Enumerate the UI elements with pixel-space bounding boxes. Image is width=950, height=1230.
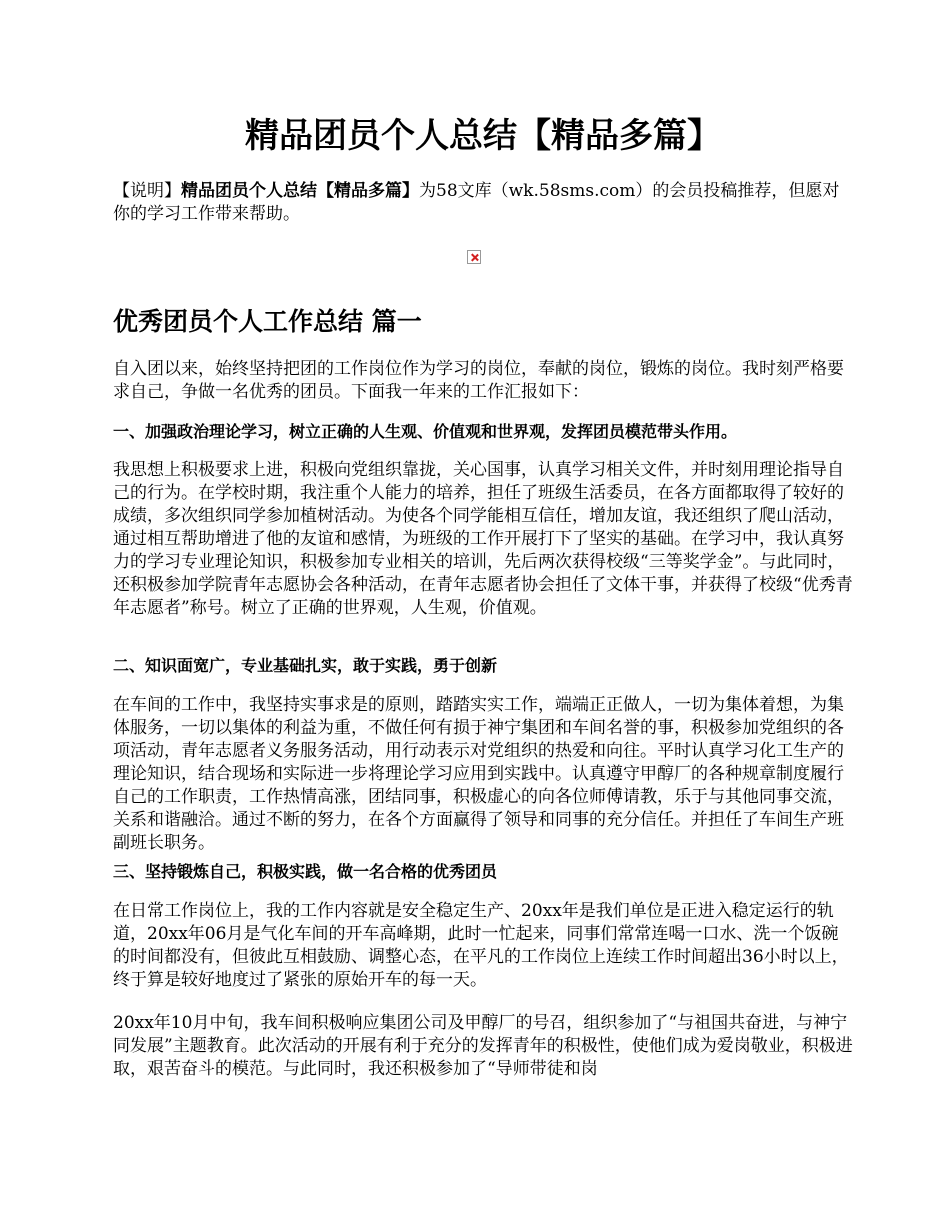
intro-prefix: 【说明】 [113,181,181,201]
paragraph-2: 我思想上积极要求上进，积极向党组织靠拢，关心国事，认真学习相关文件，并时刻用理论指导自己的行为。在学校时期，我注重个人能力的培养，担任了班级生活委员，在各方面都取得了较好的成绩，多次组织同学参加植树活动。为使各个同学能相互信任，增加友谊，我还组织了爬山活动，通过相互帮助增进了他的友谊和感情，为班级的工作开展打下了坚实的基础。在学习中，我认真努力的学习专业理论知识，积极参加专业相关的培训，先后两次获得校级“三等奖学金”。与此同时，还积极参加学院青年志愿协会各种活动，在青年志愿者协会担任了文体干事，并获得了校级“优秀青年志愿者”称号。树立了正确的世界观，人生观，价值观。 [113,460,853,618]
paragraph-5: 20xx年10月中旬，我车间积极响应集团公司及甲醇厂的号召，组织参加了“与祖国共奋进，与神宁同发展”主题教育。此次活动的开展有利于充分的发挥青年的积极性，使他们成为爱岗敬业，积极进取，艰苦奋斗的模范。与此同时，我还积极参加了“导师带徒和岗 [113,1013,853,1079]
paragraph-1: 自入团以来，始终坚持把团的工作岗位作为学习的岗位，奉献的岗位，锻炼的岗位。我时刻严格要求自己，争做一名优秀的团员。下面我一年来的工作汇报如下： [113,359,844,402]
broken-image-icon [467,250,481,264]
heading-one: 一、加强政治理论学习，树立正确的人生观、价值观和世界观，发挥团员模范带头作用。 [113,422,738,441]
intro-paragraph [113,180,853,226]
intro-bold: 精品团员个人总结【精品多篇】 [181,181,419,201]
paragraph-3: 在车间的工作中，我坚持实事求是的原则，踏踏实实工作，端端正正做人，一切为集体着想，为集体服务，一切以集体的利益为重，不做任何有损于神宁集团和车间名誉的事，积极参加党组织的各项活动，青年志愿者义务服务活动，用行动表示对党组织的热爱和向往。平时认真学习化工生产的理论知识，结合现场和实际进一步将理论学习应用到实践中。认真遵守甲醇厂的各种规章制度履行自己的工作职责，工作热情高涨，团结同事，积极虚心的向各位师傅请教，乐于与其他同事交流，关系和谐融洽。通过不断的努力，在各个方面赢得了领导和同事的充分信任。并担任了车间生产班副班长职务。 [113,695,844,853]
document-title: 精品团员个人总结【精品多篇】 [245,116,721,156]
section-title: 优秀团员个人工作总结 篇一 [113,307,422,336]
paragraph-4: 在日常工作岗位上，我的工作内容就是安全稳定生产、20xx年是我们单位是正进入稳定运行的轨道，20xx年06月是气化车间的开车高峰期，此时一忙起来，同事们常常连喝一口水、洗一个饭碗的时间都没有，但彼此互相鼓励、调整心态，在平凡的工作岗位上连续工作时间超出36小时以上，终于算是较好地度过了紧张的原始开车的每一天。 [113,901,849,990]
intro-suffix: 为58文库（wk.58sms.com）的会员投稿推荐，但愿对你的学习工作带来帮助。 [113,181,840,224]
heading-three: 三、坚持锻炼自己，积极实践，做一名合格的优秀团员 [113,862,498,881]
heading-two: 二、知识面宽广，专业基础扎实，敢于实践，勇于创新 [113,656,498,675]
